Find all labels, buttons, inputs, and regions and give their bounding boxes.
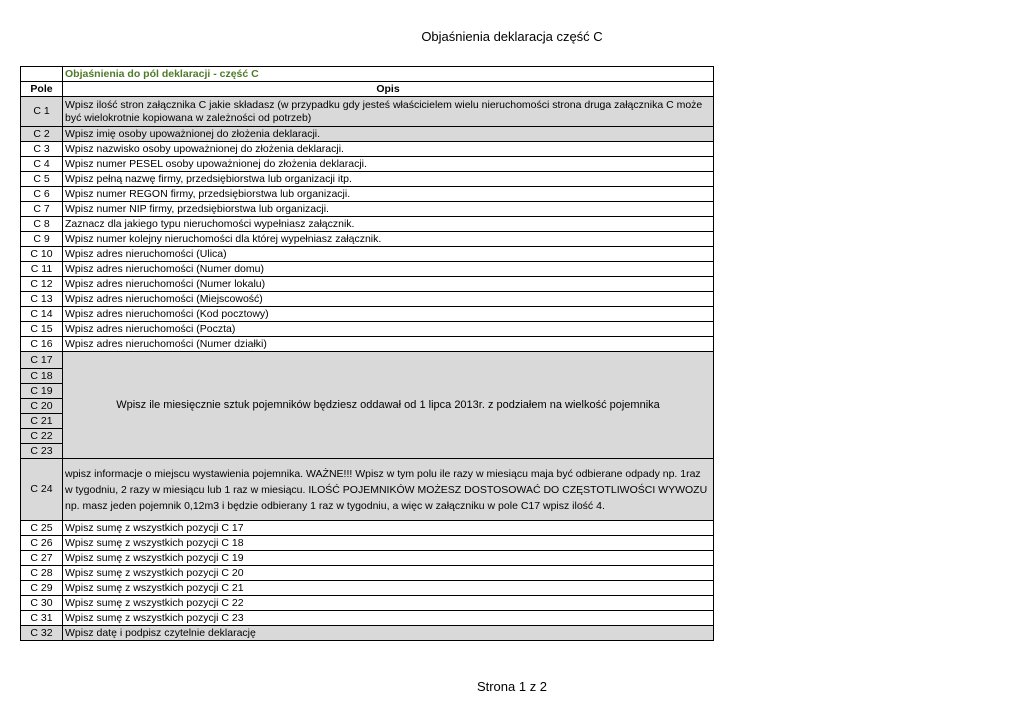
pole-cell: C 10	[21, 247, 63, 262]
opis-cell: Wpisz adres nieruchomości (Kod pocztowy)	[63, 307, 714, 322]
table-row	[21, 202, 714, 217]
opis-cell: Wpisz adres nieruchomości (Numer domu)	[63, 262, 714, 277]
table-row	[21, 127, 714, 142]
table-row	[21, 187, 714, 202]
pole-cell: C 22	[21, 429, 63, 444]
pole-cell: C 28	[21, 566, 63, 581]
pole-cell: C 11	[21, 262, 63, 277]
opis-cell: Wpisz sumę z wszystkich pozycji C 23	[63, 611, 714, 626]
pole-cell: C 6	[21, 187, 63, 202]
opis-cell: Wpisz numer PESEL osoby upoważnionej do złożenia deklaracji.	[63, 157, 714, 172]
table-row	[21, 551, 714, 566]
opis-cell: Wpisz sumę z wszystkich pozycji C 19	[63, 551, 714, 566]
pole-cell: C 31	[21, 611, 63, 626]
pole-cell: C 8	[21, 217, 63, 232]
pole-cell: C 4	[21, 157, 63, 172]
pole-cell: C 19	[21, 384, 63, 399]
pole-cell: C 3	[21, 142, 63, 157]
pole-cell: C 12	[21, 277, 63, 292]
merged-opis-cell: Wpisz ile miesięcznie sztuk pojemników będziesz oddawał od 1 lipca 2013r. z podziałem na wielkość pojemnika	[63, 352, 714, 459]
opis-cell: Wpisz numer kolejny nieruchomości dla której wypełniasz załącznik.	[63, 232, 714, 247]
opis-cell: Wpisz sumę z wszystkich pozycji C 20	[63, 566, 714, 581]
pole-cell: C 7	[21, 202, 63, 217]
table-row	[21, 172, 714, 187]
pole-cell: C 17	[21, 352, 63, 369]
opis-cell: Wpisz sumę z wszystkich pozycji C 21	[63, 581, 714, 596]
pole-cell: C 20	[21, 399, 63, 414]
page-title: Objaśnienia deklaracja część C	[421, 29, 603, 44]
opis-cell: Wpisz adres nieruchomości (Miejscowość)	[63, 292, 714, 307]
opis-cell: Wpisz sumę z wszystkich pozycji C 18	[63, 536, 714, 551]
pole-cell: C 1	[21, 97, 63, 127]
pole-cell: C 18	[21, 369, 63, 384]
blank-cell	[21, 67, 63, 82]
pole-cell: C 27	[21, 551, 63, 566]
section-title-row	[21, 67, 714, 82]
opis-cell: Wpisz sumę z wszystkich pozycji C 17	[63, 521, 714, 536]
header-row	[21, 82, 714, 97]
pole-cell: C 21	[21, 414, 63, 429]
opis-cell: Wpisz numer REGON firmy, przedsiębiorstwa lub organizacji.	[63, 187, 714, 202]
table-row	[21, 337, 714, 352]
pole-cell: C 30	[21, 596, 63, 611]
table-row	[21, 307, 714, 322]
opis-cell: Wpisz adres nieruchomości (Numer działki)	[63, 337, 714, 352]
table-row	[21, 262, 714, 277]
pole-cell: C 23	[21, 444, 63, 459]
opis-cell: Zaznacz dla jakiego typu nieruchomości wypełniasz załącznik.	[63, 217, 714, 232]
table-row	[21, 581, 714, 596]
table-row	[21, 157, 714, 172]
table-row	[21, 322, 714, 337]
table-row	[21, 352, 714, 369]
table-row	[21, 521, 714, 536]
pole-cell: C 26	[21, 536, 63, 551]
opis-cell: Wpisz adres nieruchomości (Poczta)	[63, 322, 714, 337]
table-row	[21, 277, 714, 292]
pole-cell: C 29	[21, 581, 63, 596]
pole-cell: C 15	[21, 322, 63, 337]
table-row	[21, 292, 714, 307]
table-row	[21, 459, 714, 521]
pole-cell: C 2	[21, 127, 63, 142]
table-row	[21, 536, 714, 551]
opis-cell: wpisz informacje o miejscu wystawienia pojemnika. WAŻNE!!! Wpisz w tym polu ile razy w miesiącu maja być odbierane odpady np. 1raz w tygodniu, 2 razy w miesiącu lub 1 raz w miesiącu. ILOŚĆ POJEMNIKÓW MOŻESZ DOSTOSOWAĆ DO CZĘSTOTLIWOŚCI WYWOZU np. masz jeden pojemnik 0,12m3 i będzie odbierany 1 raz w tygodniu, a więc w załączniku w pole C17 wpisz ilość 4.	[63, 459, 714, 521]
pole-cell: C 9	[21, 232, 63, 247]
table-row	[21, 247, 714, 262]
table-row	[21, 596, 714, 611]
column-header-opis: Opis	[63, 82, 714, 97]
pole-cell: C 13	[21, 292, 63, 307]
opis-cell: Wpisz nazwisko osoby upoważnionej do złożenia deklaracji.	[63, 142, 714, 157]
opis-cell: Wpisz datę i podpisz czytelnie deklarację	[63, 626, 714, 641]
pole-cell: C 32	[21, 626, 63, 641]
opis-cell: Wpisz adres nieruchomości (Ulica)	[63, 247, 714, 262]
opis-cell: Wpisz pełną nazwę firmy, przedsiębiorstwa lub organizacji itp.	[63, 172, 714, 187]
opis-cell: Wpisz numer NIP firmy, przedsiębiorstwa lub organizacji.	[63, 202, 714, 217]
table-row	[21, 566, 714, 581]
explanations-table	[20, 66, 714, 641]
column-header-pole: Pole	[21, 82, 63, 97]
opis-cell: Wpisz adres nieruchomości (Numer lokalu)	[63, 277, 714, 292]
opis-cell: Wpisz imię osoby upoważnionej do złożenia deklaracji.	[63, 127, 714, 142]
page-footer: Strona 1 z 2	[476, 679, 548, 694]
section-title: Objaśnienia do pól deklaracji - część C	[63, 67, 714, 82]
opis-cell: Wpisz ilość stron załącznika C jakie składasz (w przypadku gdy jesteś właścicielem wielu nieruchomości strona druga załącznika C może być wielokrotnie kopiowana w zależności od potrzeb)	[63, 97, 714, 127]
pole-cell: C 24	[21, 459, 63, 521]
table-row	[21, 142, 714, 157]
pole-cell: C 5	[21, 172, 63, 187]
table-row	[21, 217, 714, 232]
table-row	[21, 97, 714, 127]
table-row	[21, 232, 714, 247]
pole-cell: C 16	[21, 337, 63, 352]
pole-cell: C 25	[21, 521, 63, 536]
opis-cell: Wpisz sumę z wszystkich pozycji C 22	[63, 596, 714, 611]
table-row	[21, 626, 714, 641]
pole-cell: C 14	[21, 307, 63, 322]
table-row	[21, 611, 714, 626]
